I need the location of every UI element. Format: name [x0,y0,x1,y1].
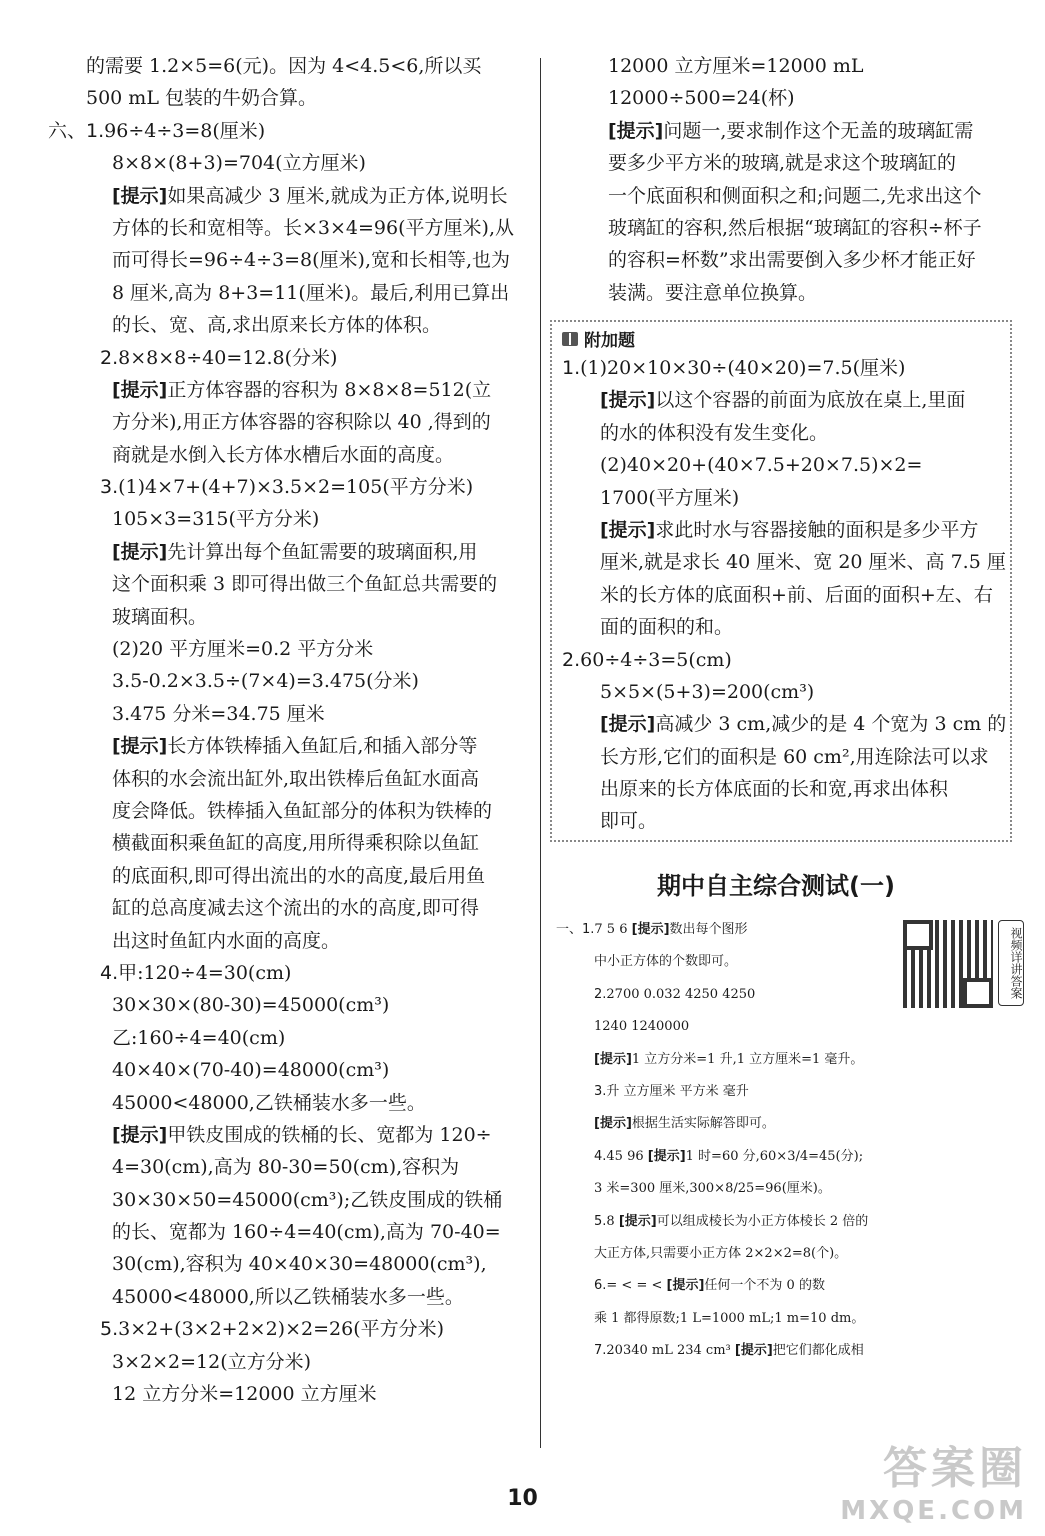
line-text: 这个面积乘 3 即可得出做三个鱼缸总共需要的 [112,573,498,596]
hint-label: [提示] [600,389,656,412]
line-text: 即可。 [600,810,658,833]
text-line [48,244,528,276]
text-line [48,601,528,633]
text-line [48,1313,528,1345]
text-line [556,50,1034,82]
line-text: 米的长方体的底面积+前、后面的面积+左、右 [600,583,993,606]
line-text: 4=30(cm),高为 80-30=50(cm),容积为 [112,1156,460,1179]
text-line [556,914,896,946]
line-text: 根据生活实际解答即可。 [631,1116,775,1132]
text-line [562,579,1008,611]
line-text: 升 立方厘米 平方米 毫升 [606,1083,749,1099]
text-line [48,957,528,989]
line-text: 12000÷500=24(杯) [608,87,795,110]
line-text: 的容积=杯数”求出需要倒入多少杯才能正好 [608,249,976,272]
hint-label: [提示] [631,922,670,937]
item-number: 7. [594,1343,607,1359]
line-text: 横截面积乘鱼缸的高度,用所得乘积除以鱼缸 [112,832,480,855]
hint-label: [提示] [666,1278,705,1294]
line-text: 的需要 1.2×5=6(元)。因为 4<4.5<6,所以买 [86,55,482,77]
hint-label: [提示] [618,1213,657,1229]
line-text: 8 [606,1213,619,1229]
midterm-test-answers [556,914,1034,1367]
text-line [562,546,1008,578]
text-line [556,1270,1045,1302]
text-line [562,384,1008,416]
line-text: 的水的体积没有发生变化。 [600,421,829,444]
item-number: 3. [594,1083,607,1099]
watermark-url: MXQE.COM [840,1496,1027,1526]
hint-label: [提示] [594,1116,632,1132]
hint-label: [提示] [608,119,664,142]
line-text: 问题一,要求制作这个无盖的玻璃缸需 [663,119,974,142]
item-number: 4. [594,1148,607,1164]
text-line [48,1248,528,1280]
line-text: 要多少平方米的玻璃,就是求这个玻璃缸的 [608,152,957,175]
line-text: 的长、宽、高,求出原来长方体的体积。 [112,314,442,337]
text-line [48,989,528,1021]
item-number: 1. [562,357,581,379]
text-line [562,449,1008,481]
line-text: 乘 1 都得原数;1 L=1000 mL;1 m=10 dm。 [594,1310,865,1326]
line-text: 中小正方体的个数即可。 [594,954,738,970]
line-text: 长方体铁棒插入鱼缸后,和插入部分等 [167,735,478,758]
text-line [48,925,528,957]
text-line [556,1206,1045,1238]
line-text: (2)20 平方厘米=0.2 平方分米 [112,638,374,661]
line-text: 96÷4÷3=8(厘米) [104,119,266,142]
watermark [840,1432,1027,1526]
line-text: 12 立方分米=12000 立方厘米 [112,1383,377,1406]
line-text: 缸的总高度减去这个流出的水的高度,即可得 [112,897,480,920]
text-line [48,1378,528,1410]
text-line [562,352,1008,384]
line-text: 1240 1240000 [594,1019,690,1035]
text-line [556,115,1034,147]
text-line [556,1335,1045,1367]
line-text: 度会降低。铁棒插入鱼缸部分的体积为铁棒的 [112,799,493,822]
line-text: 1700(平方厘米) [600,486,740,509]
text-line [48,892,528,924]
line-text: 方体的长和宽相等。长×3×4=96(平方厘米),从 [112,216,514,239]
line-text: 方分米),用正方体容器的容积除以 40 ,得到的 [112,411,491,434]
text-line [48,1151,528,1183]
line-text: 5×5×(5+3)=200(cm³) [600,680,815,703]
text-line [48,1022,528,1054]
text-line [556,1303,1045,1335]
text-line [562,708,1008,740]
text-line [562,644,1008,676]
text-line [48,277,528,309]
line-text: 2700 0.032 4250 4250 [606,986,756,1002]
bonus-heading [562,326,635,351]
line-text: 30(cm),容积为 40×40×30=48000(cm³), [112,1253,487,1276]
hint-label: [提示] [734,1343,773,1359]
text-line [48,1054,528,1086]
item-number: 6. [594,1278,607,1294]
text-line [562,773,1008,805]
text-line [48,827,528,859]
line-text: 3.5-0.2×3.5÷(7×4)=3.475(分米) [112,670,419,693]
text-line [48,1216,528,1248]
item-number: 六、1. [48,119,105,142]
line-text: 12000 立方厘米=12000 mL [608,55,864,77]
text-line [556,979,934,1011]
text-line [556,212,1034,244]
text-line [562,514,1008,546]
text-line [556,1011,1045,1043]
item-number: 一、1. [556,922,595,937]
text-line [556,180,1034,212]
text-line [48,795,528,827]
item-number: 2. [594,986,607,1002]
right-column-top [556,50,1034,309]
text-line [48,374,528,406]
line-text: 8×8×8÷40=12.8(分米) [118,346,338,369]
text-line [48,147,528,179]
line-text: 甲铁皮围成的铁桶的长、宽都为 120÷ [167,1123,492,1146]
line-text: 的底面积,即可得出流出的水的高度,最后用鱼 [112,864,486,887]
text-line [562,805,1008,837]
hint-label: [提示] [112,735,168,758]
line-text: 以这个容器的前面为底放在桌上,里面 [655,389,966,412]
line-text: 长方形,它们的面积是 60 cm²,用连除法可以求 [600,745,989,768]
line-text: 可以组成棱长为小正方体棱长 2 倍的 [656,1213,869,1229]
line-text: 数出每个图形 [669,922,748,937]
text-line [48,212,528,244]
item-number: 5. [594,1213,607,1229]
text-line [562,482,1008,514]
text-line [556,1076,1045,1108]
item-number: 4. [100,961,119,984]
line-text: 而可得长=96÷4÷3=8(厘米),宽和长相等,也为 [112,249,511,272]
text-line [48,536,528,568]
line-text: 1 立方分米=1 升,1 立方厘米=1 毫升。 [631,1051,864,1067]
hint-label: [提示] [600,518,656,541]
text-line [556,1173,1045,1205]
text-line [48,180,528,212]
text-line [562,611,1008,643]
line-text: 甲:120÷4=30(cm) [118,961,292,984]
text-line [48,503,528,535]
line-text: 大正方体,只需要小正方体 2×2×2=8(个)。 [594,1245,848,1261]
book-icon [562,332,578,346]
text-line [556,1044,1045,1076]
hint-label: [提示] [112,540,168,563]
text-line [48,439,528,471]
line-text: (2)40×20+(40×7.5+20×7.5)×2= [600,454,923,477]
bonus-heading-text: 附加题 [584,331,635,351]
text-line [556,1238,1045,1270]
line-text: 45000<48000,乙铁桶装水多一些。 [112,1091,426,1114]
line-text: 商就是水倒入长方体水槽后水面的高度。 [112,443,455,466]
line-text: 1 时=60 分,60×3/4=45(分); [685,1148,864,1164]
text-line [48,342,528,374]
text-line [48,568,528,600]
line-text: 任何一个不为 0 的数 [704,1278,825,1294]
line-text: 一个底面积和侧面积之和;问题二,先求出这个 [608,184,982,207]
line-text: 把它们都化成相 [772,1343,864,1359]
line-text: 先计算出每个鱼缸需要的玻璃面积,用 [167,540,478,563]
line-text: (1)20×10×30÷(40×20)=7.5(厘米) [580,357,906,379]
line-text: 3×2×2=12(立方分米) [112,1350,312,1373]
line-text: 105×3=315(平方分米) [112,508,320,531]
line-text: 8×8×(8+3)=704(立方厘米) [112,152,366,175]
text-line [48,1281,528,1313]
line-text: 高减少 3 cm,减少的是 4 个宽为 3 cm 的 [655,713,1007,736]
text-line [556,946,934,978]
line-text: 20340 mL 234 cm³ [606,1343,735,1359]
line-text: 30×30×(80-30)=45000(cm³) [112,994,390,1017]
section-title: 期中自主综合测试(一) [657,872,895,900]
text-line [48,860,528,892]
line-text: 45 96 [606,1148,648,1164]
text-line [48,406,528,438]
qr-label: 视频详讲答案 [998,920,1024,1006]
line-text: 3.475 分米=34.75 厘米 [112,702,325,725]
line-text: 45000<48000,所以乙铁桶装水多一些。 [112,1285,464,1308]
line-text: 的长、宽都为 160÷4=40(cm),高为 70-40= [112,1221,501,1244]
line-text: 厘米,就是求长 40 厘米、宽 20 厘米、高 7.5 厘 [600,551,1006,574]
hint-label: [提示] [112,378,168,401]
line-text: 装满。要注意单位换算。 [608,281,818,304]
text-line [48,115,528,147]
line-text: 3 米=300 厘米,300×8/25=96(厘米)。 [594,1181,831,1197]
line-text: 3×2+(3×2+2×2)×2=26(平方分米) [118,1318,445,1341]
text-line [48,50,528,82]
text-line [48,763,528,795]
line-text: 7 5 6 [594,922,632,937]
line-text: 60÷4÷3=5(cm) [580,648,732,671]
text-line [556,147,1034,179]
text-line [556,1141,1045,1173]
bonus-content [562,352,1008,838]
line-text: 如果高减少 3 厘米,就成为正方体,说明长 [167,184,508,207]
text-line [562,417,1008,449]
item-number: 3. [100,476,119,499]
line-text: 正方体容器的容积为 8×8×8=512(立 [167,378,492,401]
text-line [48,1119,528,1151]
line-text: 面的面积的和。 [600,616,734,639]
text-line [556,277,1034,309]
text-line [48,1087,528,1119]
text-line [562,741,1008,773]
left-column [48,50,528,1410]
text-line [48,309,528,341]
text-line [48,1184,528,1216]
item-number: 2. [100,346,119,369]
text-line [556,82,1034,114]
text-line [48,730,528,762]
column-divider [540,58,541,1448]
hint-label: [提示] [594,1051,632,1067]
line-text: 30×30×50=45000(cm³);乙铁皮围成的铁桶 [112,1188,503,1211]
line-text: 玻璃面积。 [112,605,208,628]
line-text: = < = < [606,1278,667,1294]
watermark-logo: 答案圈 [883,1443,1027,1494]
text-line [556,1108,1045,1140]
page-number: 10 [507,1486,538,1511]
text-line [48,1346,528,1378]
text-line [48,665,528,697]
line-text: 乙:160÷4=40(cm) [112,1026,286,1049]
line-text: 求此时水与容器接触的面积是多少平方 [655,518,979,541]
line-text: 8 厘米,高为 8+3=11(厘米)。最后,利用已算出 [112,281,510,304]
line-text: 出这时鱼缸内水面的高度。 [112,929,341,952]
text-line [556,244,1034,276]
item-number: 5. [100,1318,119,1341]
line-text: 500 mL 包装的牛奶合算。 [86,87,317,110]
text-line [562,676,1008,708]
hint-label: [提示] [600,713,656,736]
text-line [48,633,528,665]
line-text: 体积的水会流出缸外,取出铁棒后鱼缸水面高 [112,767,480,790]
item-number: 2. [562,648,581,671]
text-line [48,82,528,114]
hint-label: [提示] [112,184,168,207]
hint-label: [提示] [647,1148,686,1164]
line-text: 玻璃缸的容积,然后根据“玻璃缸的容积÷杯子 [608,216,982,239]
hint-label: [提示] [112,1123,168,1146]
line-text: 40×40×(70-40)=48000(cm³) [112,1059,390,1082]
text-line [48,698,528,730]
text-line [48,471,528,503]
line-text: 出原来的长方体底面的长和宽,再求出体积 [600,778,949,801]
line-text: (1)4×7+(4+7)×3.5×2=105(平方分米) [118,476,474,499]
